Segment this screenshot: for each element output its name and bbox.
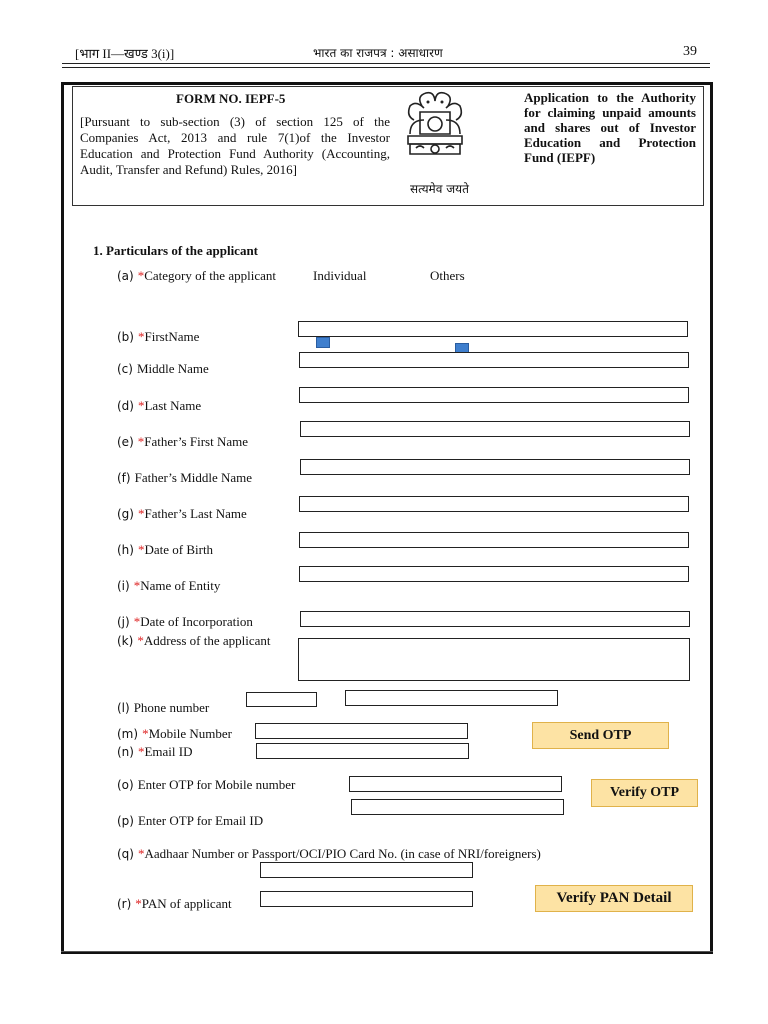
field-p-label: (p) Enter OTP for Email ID xyxy=(117,813,264,828)
field-d-label: (d) *Last Name xyxy=(117,398,202,413)
application-title: Application to the Authority for claiming unpaid amounts and shares out of Investor Education and Protection Fund (IEPF) xyxy=(524,90,696,165)
field-n-label: (n) *Email ID xyxy=(117,744,193,759)
verify-pan-button[interactable]: Verify PAN Detail xyxy=(535,885,693,912)
field-e-label: (e) *Father’s First Name xyxy=(117,434,248,449)
email-otp-input[interactable] xyxy=(351,799,564,815)
father-first-name-input[interactable] xyxy=(300,421,690,437)
national-emblem-icon xyxy=(400,90,470,178)
header-page-number: 39 xyxy=(683,44,697,59)
header-rule xyxy=(62,63,710,64)
verify-otp-button[interactable]: Verify OTP xyxy=(591,779,698,807)
field-j-label: (j) *Date of Incorporation xyxy=(117,614,253,629)
header-gazette-title: भारत का राजपत्र : असाधारण xyxy=(313,46,443,60)
field-r-label: (r) *PAN of applicant xyxy=(117,896,232,911)
aadhaar-passport-input[interactable] xyxy=(260,862,473,878)
mobile-number-input[interactable] xyxy=(255,723,468,739)
field-f-label: (f) Father’s Middle Name xyxy=(117,470,253,485)
pan-input[interactable] xyxy=(260,891,473,907)
field-a-label: (a) *Category of the applicant xyxy=(117,268,276,283)
first-name-input[interactable] xyxy=(298,321,688,337)
section-heading: 1. Particulars of the applicant xyxy=(93,243,259,258)
field-l-label: (l) Phone number xyxy=(117,700,210,715)
field-g-label: (g) *Father’s Last Name xyxy=(117,506,247,521)
entity-name-input[interactable] xyxy=(299,566,689,582)
header-section-label: [भाग II—खण्ड 3(i)] xyxy=(75,46,175,61)
email-id-input[interactable] xyxy=(256,743,469,759)
emblem-motto: सत्यमेव जयते xyxy=(410,182,469,196)
field-c-label: (c) Middle Name xyxy=(117,361,209,376)
field-m-label: (m) *Mobile Number xyxy=(117,726,232,741)
field-q-label: (q) *Aadhaar Number or Passport/OCI/PIO Card No. (in case of NRI/foreigners) xyxy=(117,846,541,861)
address-textarea[interactable] xyxy=(298,638,690,681)
option-others-label: Others xyxy=(430,268,465,283)
field-i-label: (i) *Name of Entity xyxy=(117,578,221,593)
option-individual-label: Individual xyxy=(313,268,367,283)
form-number: FORM NO. IEPF-5 xyxy=(176,91,286,106)
middle-name-input[interactable] xyxy=(299,352,689,368)
send-otp-button[interactable]: Send OTP xyxy=(532,722,669,749)
field-k-label: (k) *Address of the applicant xyxy=(117,633,271,648)
father-last-name-input[interactable] xyxy=(299,496,689,512)
header-rule-double xyxy=(62,67,710,68)
field-b-label: (b) *FirstName xyxy=(117,329,200,344)
phone-number-input[interactable] xyxy=(345,690,558,706)
field-o-label: (o) Enter OTP for Mobile number xyxy=(117,777,296,792)
date-of-birth-input[interactable] xyxy=(299,532,689,548)
phone-std-code-input[interactable] xyxy=(246,692,317,707)
last-name-input[interactable] xyxy=(299,387,689,403)
field-h-label: (h) *Date of Birth xyxy=(117,542,214,557)
date-of-incorporation-input[interactable] xyxy=(300,611,690,627)
mobile-otp-input[interactable] xyxy=(349,776,562,792)
category-individual-checkbox[interactable] xyxy=(316,337,330,348)
father-middle-name-input[interactable] xyxy=(300,459,690,475)
pursuant-text: [Pursuant to sub-section (3) of section 125 of the Companies Act, 2013 and rule 7(1)of the Investor Education and Protection Fund Authority (Accounting, Audit, Transfer and Refund) Rules, 2016] xyxy=(80,114,390,177)
bottom-rule xyxy=(61,951,713,952)
